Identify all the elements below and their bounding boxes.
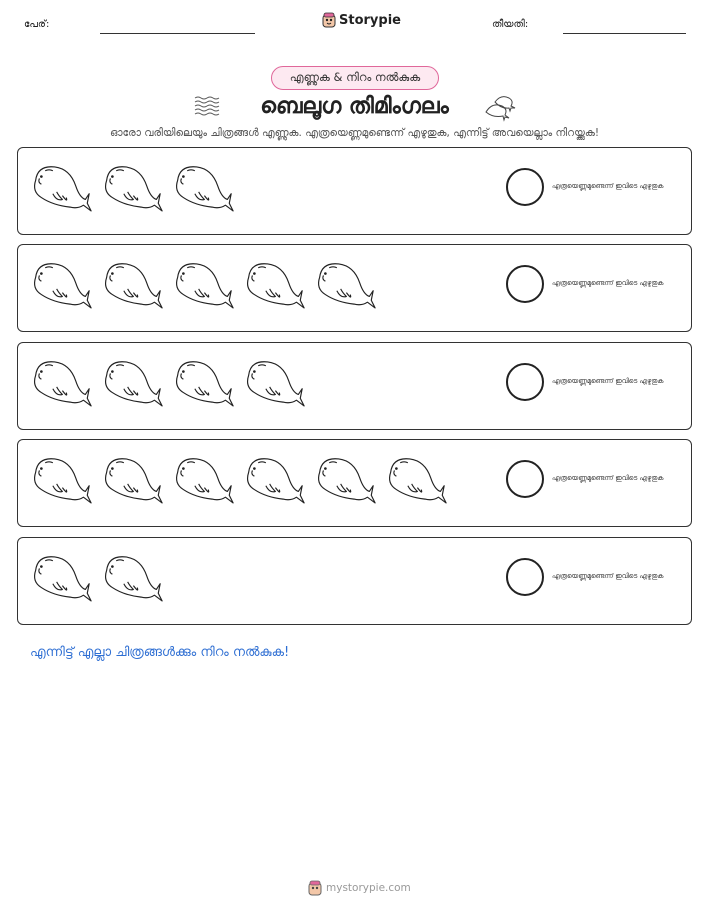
counting-row-4 [17, 439, 692, 527]
counting-row-2 [17, 244, 692, 332]
date-field[interactable] [563, 33, 686, 34]
beluga-whale-icon [170, 158, 235, 218]
brand [322, 12, 401, 28]
coloring-note: എന്നിട്ട് എല്ലാ ചിത്രങ്ങൾക്കും നിറം നൽകുക! [30, 645, 290, 660]
answer-circle[interactable] [506, 363, 544, 401]
beluga-whale-icon [241, 255, 306, 315]
answer-hint: എത്രയെണ്ണമുണ്ടെന്ന് ഇവിടെ എഴുതുക [552, 182, 664, 190]
answer-circle[interactable] [506, 168, 544, 206]
counting-row-5 [17, 537, 692, 625]
whale-group [28, 255, 377, 315]
instructions: ഓരോ വരിയിലെയും ചിത്രങ്ങൾ എണ്ണുക. എത്രയെണ്ണമുണ്ടെന്ന് എഴുതുക, എന്നിട്ട് അവയെല്ലാം നിറയ്ക്കുക! [109, 127, 600, 139]
beluga-whale-icon [241, 353, 306, 413]
beluga-whale-icon [28, 450, 93, 510]
beluga-whale-icon [312, 255, 377, 315]
page-title: ബെലൂഗ തിമിംഗലം [260, 94, 449, 119]
beluga-whale-icon [170, 255, 235, 315]
answer-hint: എത്രയെണ്ണമുണ്ടെന്ന് ഇവിടെ എഴുതുക [552, 279, 664, 287]
counting-row-1 [17, 147, 692, 235]
beluga-whale-icon [99, 353, 164, 413]
footer [308, 880, 411, 896]
date-label: തീയതി: [492, 19, 529, 30]
whale-group [28, 353, 306, 413]
answer-circle[interactable] [506, 265, 544, 303]
storypie-logo-icon [322, 12, 336, 28]
beluga-whale-icon [170, 353, 235, 413]
counting-row-3 [17, 342, 692, 430]
beluga-whale-icon [28, 158, 93, 218]
beluga-whale-icon [28, 255, 93, 315]
beluga-whale-icon [99, 450, 164, 510]
beluga-whale-icon [312, 450, 377, 510]
beluga-whale-icon [383, 450, 448, 510]
storypie-logo-icon [308, 880, 322, 896]
beluga-whale-icon [99, 255, 164, 315]
site-url: mystorypie.com [326, 882, 411, 894]
beluga-whale-icon [241, 450, 306, 510]
beluga-whale-icon [170, 450, 235, 510]
answer-circle[interactable] [506, 460, 544, 498]
beluga-whale-icon [28, 353, 93, 413]
answer-hint: എത്രയെണ്ണമുണ്ടെന്ന് ഇവിടെ എഴുതുക [552, 572, 664, 580]
whale-group [28, 548, 164, 608]
beluga-whale-icon [99, 548, 164, 608]
answer-circle[interactable] [506, 558, 544, 596]
brand-name: Storypie [339, 12, 401, 28]
beluga-whale-icon [99, 158, 164, 218]
activity-badge: എണ്ണുക & നിറം നൽകുക [271, 66, 439, 90]
beluga-whale-icon [28, 548, 93, 608]
answer-hint: എത്രയെണ്ണമുണ്ടെന്ന് ഇവിടെ എഴുതുക [552, 377, 664, 385]
whale-group [28, 158, 235, 218]
whale-group [28, 450, 448, 510]
name-field[interactable] [100, 33, 255, 34]
answer-hint: എത്രയെണ്ണമുണ്ടെന്ന് ഇവിടെ എഴുതുക [552, 474, 664, 482]
name-label: പേര്: [24, 19, 50, 30]
belugas-icon [483, 92, 517, 122]
